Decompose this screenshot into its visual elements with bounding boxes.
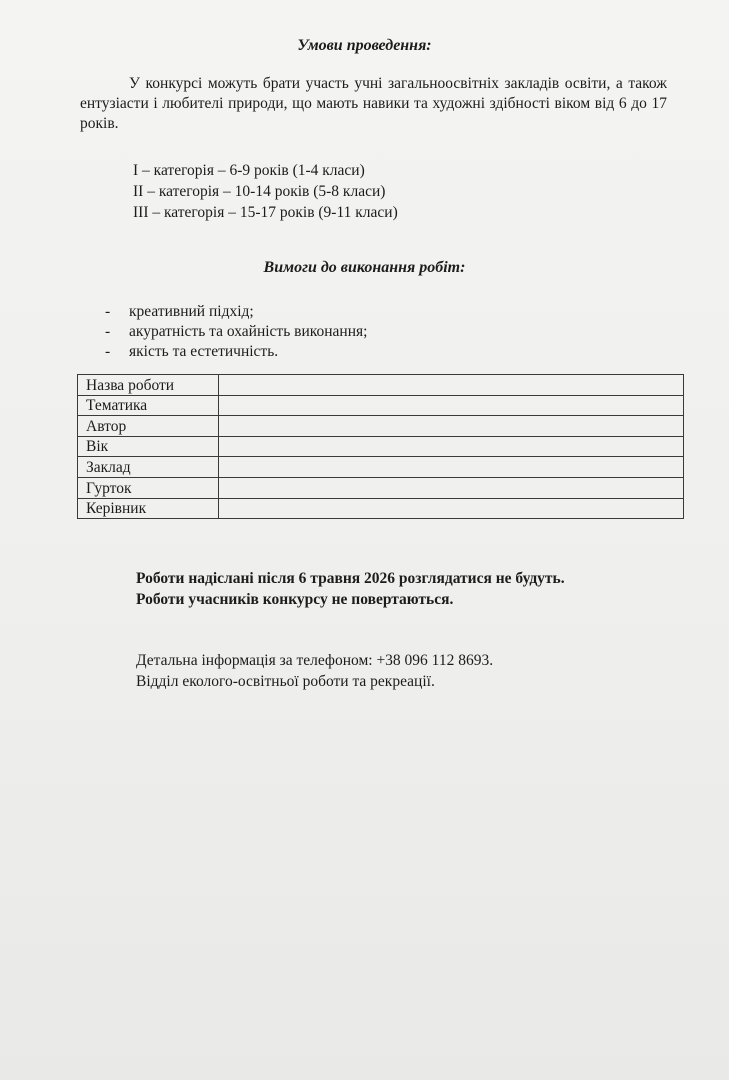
requirements-heading: Вимоги до виконання робіт: <box>263 259 466 276</box>
requirement-item <box>105 322 367 342</box>
table-row <box>78 375 684 396</box>
notice-line: Роботи надіслані після 6 травня 2026 розглядатися не будуть. <box>136 570 565 587</box>
entry-form-table <box>77 374 684 519</box>
requirement-text: креативний підхід; <box>129 303 254 320</box>
table-label-cell: Назва роботи <box>78 375 219 396</box>
table-row <box>78 477 684 498</box>
table-label-cell: Заклад <box>78 457 219 478</box>
category-item: ІІІ – категорія – 15-17 років (9-11 класи) <box>133 204 398 221</box>
contact-department: Відділ еколого-освітньої роботи та рекреації. <box>136 673 435 690</box>
conditions-heading: Умови проведення: <box>297 37 432 54</box>
table-label-cell: Вік <box>78 436 219 457</box>
table-value-cell <box>219 436 684 457</box>
intro-text: У конкурсі можуть брати участь учні загальноосвітніх закладів освіти, а також ентузіасти і любителі природи, що мають навики та художні здібності віком від 6 до 17 років. <box>80 75 667 132</box>
requirement-bullet: - <box>105 303 111 320</box>
table-value-cell <box>219 477 684 498</box>
table-value-cell <box>219 416 684 437</box>
table-label-cell: Гурток <box>78 477 219 498</box>
notice-line: Роботи учасників конкурсу не повертаються. <box>136 591 454 608</box>
intro-paragraph <box>80 74 667 134</box>
table-row <box>78 457 684 478</box>
requirement-bullet: - <box>105 323 111 340</box>
contact-phone-line: Детальна інформація за телефоном: +38 096 112 8693. <box>136 652 494 669</box>
table-row <box>78 416 684 437</box>
table-label-cell: Тематика <box>78 395 219 416</box>
table-row <box>78 395 684 416</box>
requirement-bullet: - <box>105 343 111 360</box>
table-value-cell <box>219 498 684 519</box>
requirement-item <box>105 342 367 362</box>
requirement-item <box>105 302 367 322</box>
table-value-cell <box>219 375 684 396</box>
table-label-cell: Керівник <box>78 498 219 519</box>
table-row <box>78 436 684 457</box>
category-item: І – категорія – 6-9 років (1-4 класи) <box>133 162 365 179</box>
deadline-notice <box>136 568 565 610</box>
table-row <box>78 498 684 519</box>
category-item: ІІ – категорія – 10-14 років (5-8 класи) <box>133 183 386 200</box>
table-value-cell <box>219 395 684 416</box>
category-list <box>133 160 398 223</box>
requirement-text: акуратність та охайність виконання; <box>129 323 368 340</box>
requirement-text: якість та естетичність. <box>129 343 279 360</box>
contact-info <box>136 650 493 692</box>
table-label-cell: Автор <box>78 416 219 437</box>
requirements-list <box>105 302 367 362</box>
table-value-cell <box>219 457 684 478</box>
